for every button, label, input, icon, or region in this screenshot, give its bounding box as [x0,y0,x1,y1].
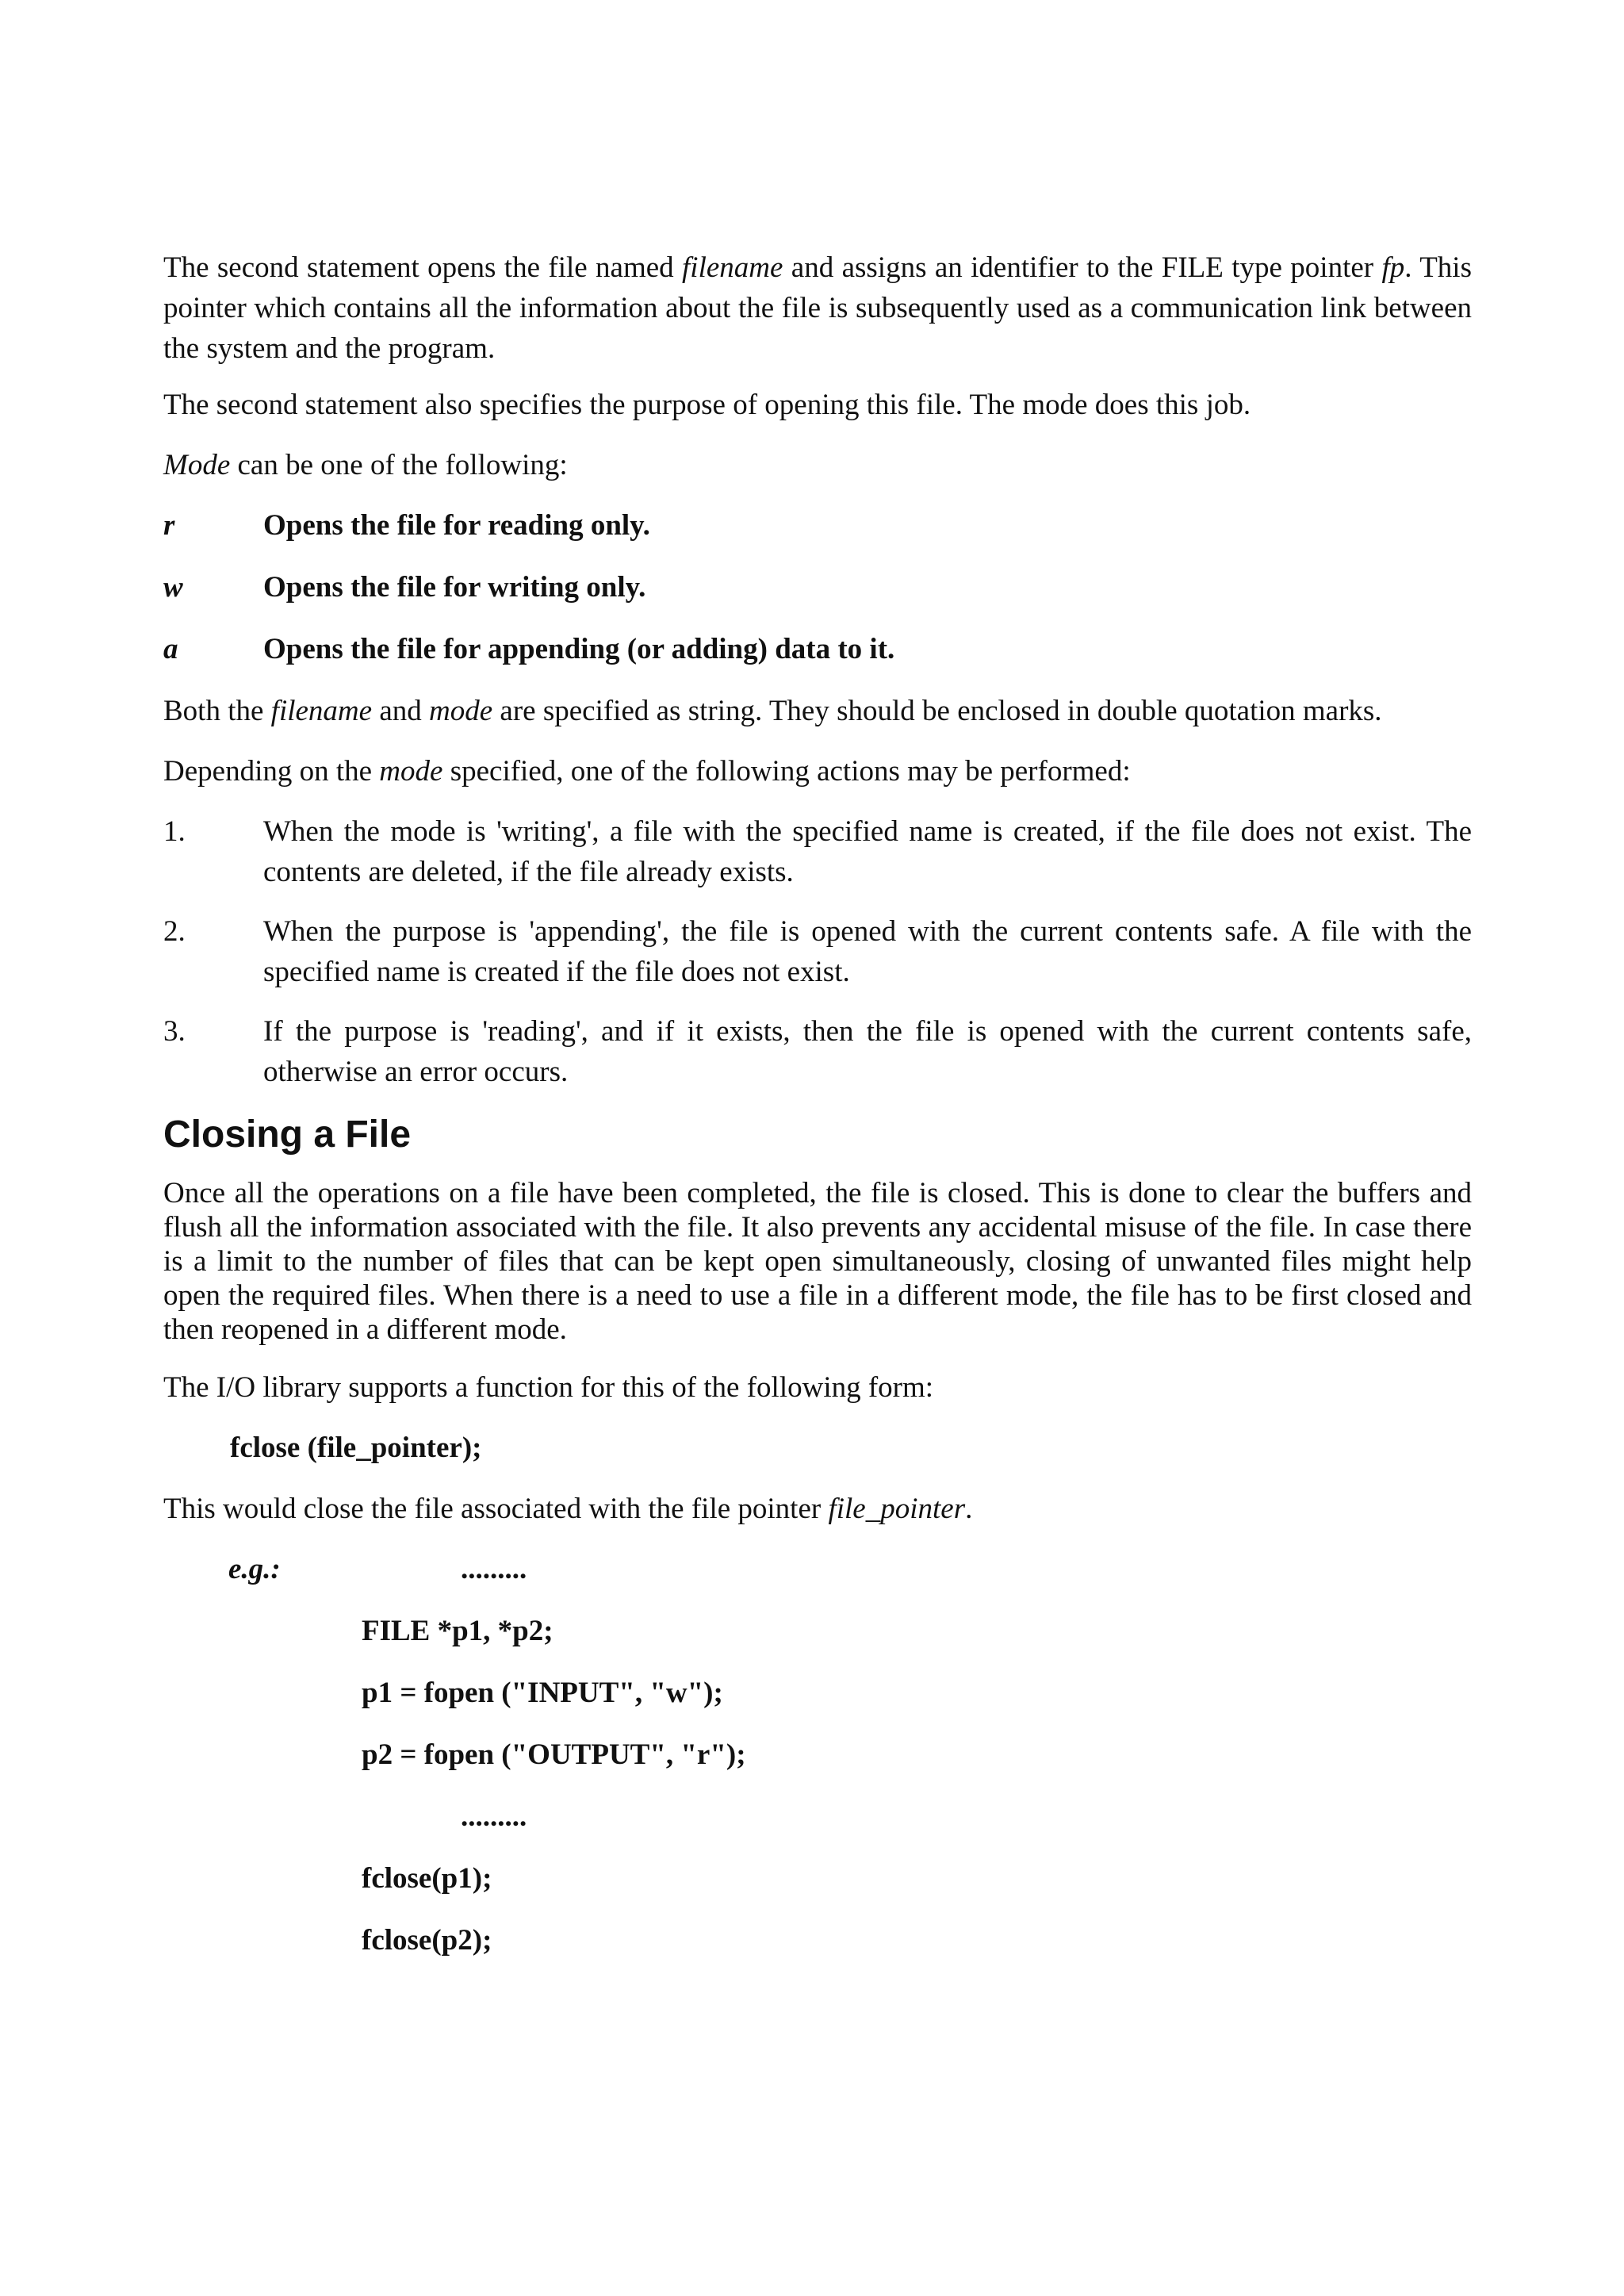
action-item-2 [163,911,1472,992]
action-item-3 [163,1011,1472,1092]
mode-letter: a [163,633,178,665]
file-pointer-term: file_pointer [828,1493,966,1525]
closing-paragraph-3 [163,1489,1472,1529]
filename-term: filename [682,251,783,284]
code-line: p2 = fopen ("OUTPUT", "r"); [362,1738,746,1771]
text-run: and assigns an identifier to the FILE type pointer [783,251,1382,284]
text-run: and [372,695,430,727]
page-content [163,247,1472,1982]
code-ellipsis: ......... [461,1800,527,1833]
mode-letter: r [163,509,175,542]
example-label: e.g.: [228,1553,281,1585]
code-line: p1 = fopen ("INPUT", "w"); [362,1677,723,1709]
text-run: . This pointer which contains all the information about the file is subsequently used as a communication link between the system and the program. [163,251,1472,365]
code-ellipsis: ......... [461,1553,527,1585]
mode-item-a [163,629,1472,669]
mode-term: mode [379,755,443,788]
mode-letter: w [163,571,183,604]
text-run: Depending on the [163,755,380,788]
depending-paragraph [163,751,1472,792]
mode-item-r [163,505,1472,546]
text-run: . [965,1493,973,1525]
code-line: fclose(p2); [362,1924,492,1957]
intro-paragraph-1 [163,247,1472,369]
list-text: If the purpose is 'reading', and if it exists, then the file is opened with the current contents safe, otherwise an error occurs. [263,1015,1472,1088]
mode-description: Opens the file for appending (or adding) data to it. [263,633,895,665]
list-number: 1. [163,815,186,848]
mode-item-w [163,567,1472,608]
text-run: Both the [163,695,271,727]
text-run: The second statement opens the file named [163,251,683,284]
fp-term: fp [1381,251,1405,284]
text-run: are specified as string. They should be enclosed in double quotation marks. [492,695,1382,727]
code-line: fclose(p1); [362,1862,492,1895]
list-number: 3. [163,1015,186,1048]
closing-paragraph-2: The I/O library supports a function for this of the following form: [163,1371,934,1404]
section-heading: Closing a File [163,1114,412,1156]
mode-term: mode [429,695,493,727]
text-run: This would close the file associated with the file pointer [163,1493,829,1525]
mode-description: Opens the file for reading only. [263,509,650,542]
code-line: FILE *p1, *p2; [362,1615,553,1647]
text-run: can be one of the following: [230,449,568,481]
closing-paragraph-1: Once all the operations on a file have been completed, the file is closed. This is done to clear the buffers and flush all the information associated with the file. It also prevents any accidental misuse of the file. In case there is a limit to the number of files that can be kept open simultaneously, closing of unwanted files might help open the required files. When there is a need to use a file in a different mode, the file has to be first closed and then reopened in a different mode. [163,1177,1472,1346]
list-text: When the purpose is 'appending', the file is opened with the current contents safe. A file with the specified name is created if the file does not exist. [263,915,1472,988]
list-number: 2. [163,915,186,948]
example-block [163,1549,1472,1982]
mode-description: Opens the file for writing only. [263,571,646,604]
text-run: specified, one of the following actions may be performed: [442,755,1131,788]
action-item-1 [163,811,1472,892]
intro-paragraph-2: The second statement also specifies the purpose of opening this file. The mode does this job. [163,389,1251,421]
list-text: When the mode is 'writing', a file with the specified name is created, if the file does not exist. The contents are deleted, if the file already exists. [263,815,1472,888]
mode-term: Mode [163,449,231,481]
fclose-syntax: fclose (file_pointer); [230,1432,482,1464]
filename-term: filename [270,695,373,727]
both-paragraph [163,691,1472,731]
intro-paragraph-3 [163,445,1472,485]
